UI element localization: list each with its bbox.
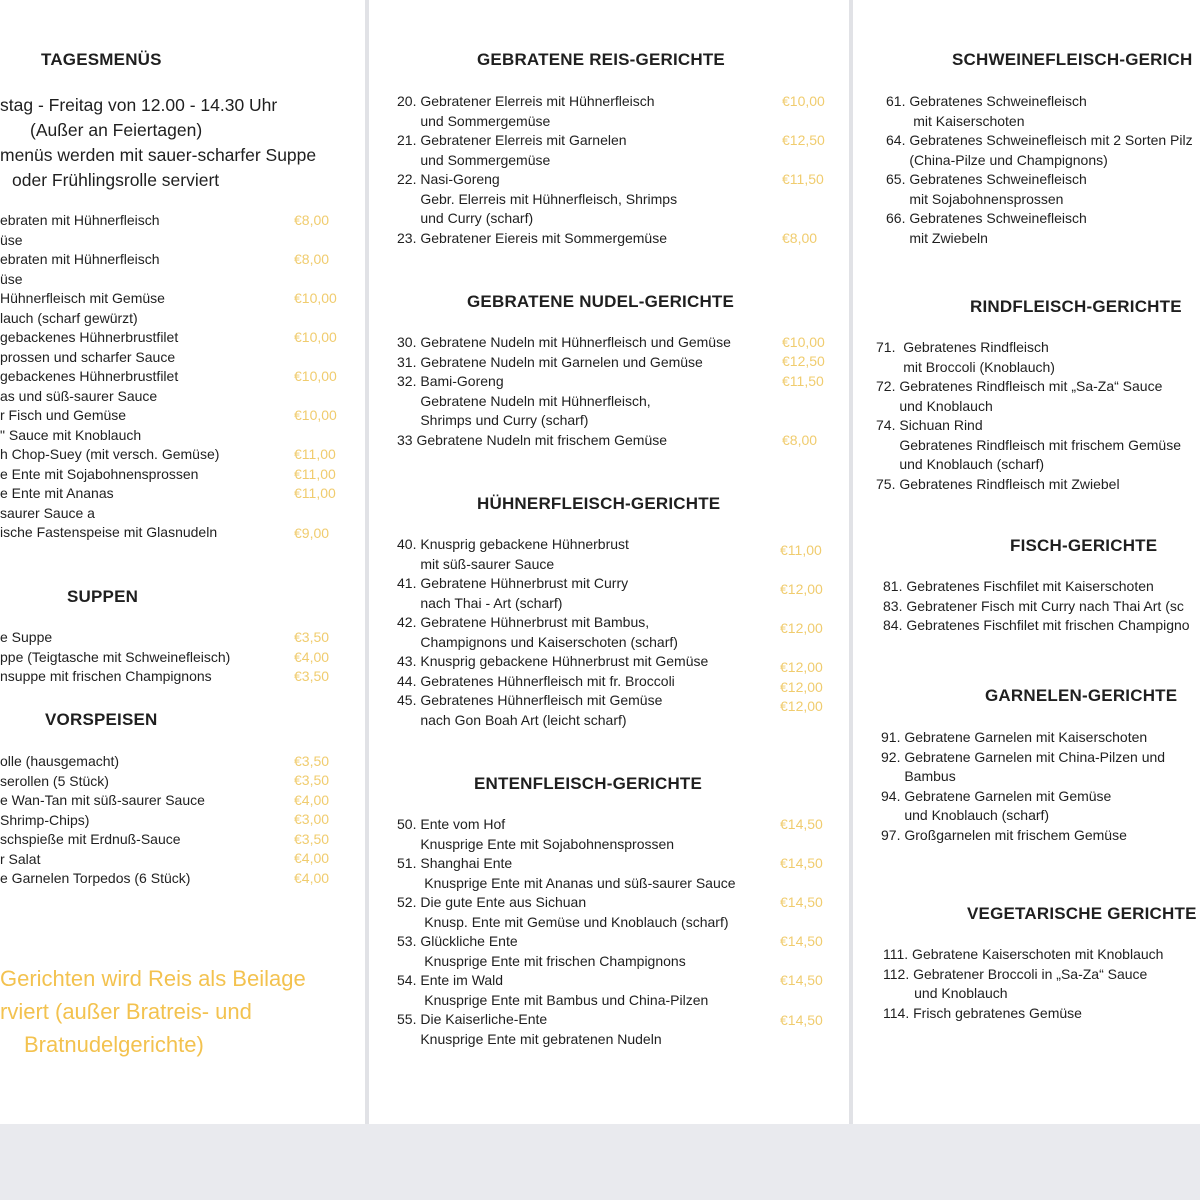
menu-item-line: 40. Knusprig gebackene Hühnerbrust (397, 536, 629, 552)
menu-panel-middle (369, 0, 849, 1124)
menu-item-line: 23. Gebratener Eiereis mit Sommergemüse (397, 229, 667, 246)
intro-text: menüs werden mit sauer-scharfer Suppe (0, 145, 317, 165)
menu-item-line: 31. Gebratene Nudeln mit Garnelen und Gemüse (397, 353, 703, 370)
price: €10,00 (782, 334, 825, 350)
beilage-note: Gerichten wird Reis als Beilage (0, 966, 306, 991)
menu-item-line: 74. Sichuan Rind (876, 417, 983, 433)
menu-item-line: Hühnerfleisch mit Gemüse (0, 290, 165, 306)
section-heading-nudel: GEBRATENE NUDEL-GERICHTE (467, 292, 735, 311)
price: €11,00 (294, 485, 336, 501)
menu-item-line: 64. Gebratenes Schweinefleisch mit 2 Sorten Pilz (886, 132, 1193, 148)
price: €12,00 (780, 581, 823, 597)
menu-item-line: Gebr. Elerreis mit Hühnerfleisch, Shrimps (397, 190, 678, 207)
menu-item-line: 52. Die gute Ente aus Sichuan (397, 894, 587, 910)
price: €11,00 (294, 446, 336, 462)
menu-item-line: 54. Ente im Wald (397, 972, 504, 988)
price: €3,50 (294, 629, 330, 645)
menu-item-line: nach Thai - Art (scharf) (397, 594, 563, 611)
menu-item-line: e Wan-Tan mit süß-saurer Sauce (0, 792, 205, 808)
menu-item-line: 92. Gebratene Garnelen mit China-Pilzen und (881, 748, 1166, 765)
price: €3,50 (294, 831, 330, 847)
menu-item-line: Knusprige Ente mit Sojabohnensprossen (397, 835, 675, 852)
menu-item-line: 112. Gebratener Broccoli in „Sa-Za“ Sauce (883, 965, 1148, 982)
menu-item-line: mit Broccoli (Knoblauch) (876, 358, 1055, 375)
menu-item-line: ppe (Teigtasche mit Schweinefleisch) (0, 648, 231, 665)
menu-item-line: Knusprige Ente mit frischen Champignons (397, 952, 686, 969)
menu-item-line: 51. Shanghai Ente (397, 855, 513, 871)
beilage-note: rviert (außer Bratreis- und (0, 999, 252, 1024)
menu-item-line: Shrimps und Curry (scharf) (397, 412, 589, 428)
menu-item-line: 41. Gebratene Hühnerbrust mit Curry (397, 575, 629, 591)
menu-item-line: ebraten mit Hühnerfleisch (0, 251, 160, 267)
section-heading-huhn: HÜHNERFLEISCH-GERICHTE (477, 494, 721, 513)
intro-text: stag - Freitag von 12.00 - 14.30 Uhr (0, 95, 278, 115)
menu-item-line: und Knoblauch (scharf) (881, 807, 1050, 823)
menu-item-line: gebackenes Hühnerbrustfilet (0, 329, 179, 345)
price: €14,50 (780, 816, 823, 832)
menu-item-line: e Garnelen Torpedos (6 Stück) (0, 870, 191, 886)
menu-item-line: 33 Gebratene Nudeln mit frischem Gemüse (397, 431, 668, 448)
price: €14,50 (780, 894, 823, 910)
menu-item-line: h Chop-Suey (mit versch. Gemüse) (0, 446, 220, 462)
menu-item-line: und Curry (scharf) (397, 210, 534, 226)
price: €3,50 (294, 753, 330, 769)
menu-item-line: Gebratene Nudeln mit Hühnerfleisch, (397, 392, 651, 409)
menu-item-line: Knusp. Ente mit Gemüse und Knoblauch (scharf) (397, 913, 729, 930)
price: €14,50 (780, 972, 823, 988)
menu-item-line: 22. Nasi-Goreng (397, 171, 500, 187)
menu-item-line: 53. Glückliche Ente (397, 933, 518, 949)
section-heading-tagesmenues: TAGESMENÜS (41, 50, 162, 69)
menu-item-line: 61. Gebratenes Schweinefleisch (886, 93, 1087, 109)
menu-item-line: 75. Gebratenes Rindfleisch mit Zwiebel (876, 475, 1120, 492)
menu-item-line: mit Sojabohnensprossen (886, 190, 1064, 207)
menu-item-line: schspieße mit Erdnuß-Sauce (0, 831, 181, 847)
menu-item-line: prossen und scharfer Sauce (0, 348, 176, 365)
beilage-note: Bratnudelgerichte) (24, 1032, 204, 1057)
menu-item-line: 65. Gebratenes Schweinefleisch (886, 171, 1087, 187)
menu-item-line: Bambus (881, 768, 956, 784)
menu-panel-right (853, 0, 1200, 1124)
price: €12,50 (782, 353, 825, 369)
menu-item-line: üse (0, 231, 23, 248)
menu-item-line: Champignons und Kaiserschoten (scharf) (397, 633, 678, 650)
price: €4,00 (294, 792, 330, 808)
menu-item-line: e Ente mit Ananas (0, 485, 114, 501)
menu-item-line: Knusprige Ente mit Bambus und China-Pilzen (397, 991, 709, 1008)
price: €12,00 (780, 659, 823, 675)
price: €11,50 (782, 373, 824, 389)
price: €10,00 (294, 407, 337, 423)
section-heading-reis: GEBRATENE REIS-GERICHTE (477, 50, 725, 69)
price: €12,50 (782, 132, 825, 148)
menu-item-line: nsuppe mit frischen Champignons (0, 668, 212, 684)
menu-item-line: 83. Gebratener Fisch mit Curry nach Thai Art (sc (883, 597, 1184, 614)
price: €4,00 (294, 850, 330, 866)
menu-item-line: und Sommergemüse (397, 112, 551, 129)
menu-item-line: ebraten mit Hühnerfleisch (0, 212, 160, 228)
menu-item-line: e Suppe (0, 629, 53, 645)
intro-text: oder Frühlingsrolle serviert (12, 170, 220, 190)
menu-item-line: 42. Gebratene Hühnerbrust mit Bambus, (397, 614, 650, 630)
menu-item-line: serollen (5 Stück) (0, 772, 109, 789)
price: €9,00 (294, 525, 330, 541)
price: €8,00 (782, 432, 818, 448)
menu-item-line: 97. Großgarnelen mit frischem Gemüse (881, 826, 1127, 843)
menu-item-line: und Knoblauch (876, 397, 993, 414)
price: €12,00 (780, 620, 823, 636)
price: €10,00 (782, 93, 825, 109)
price: €3,00 (294, 811, 330, 827)
price: €14,50 (780, 933, 823, 949)
menu-item-line: 94. Gebratene Garnelen mit Gemüse (881, 787, 1112, 804)
menu-item-line: 111. Gebratene Kaiserschoten mit Knoblauch (883, 946, 1164, 962)
price: €11,50 (782, 171, 824, 187)
price: €8,00 (294, 212, 330, 228)
menu-item-line: mit Zwiebeln (886, 229, 988, 246)
menu-item-line: 71. Gebratenes Rindfleisch (876, 339, 1049, 355)
price: €10,00 (294, 290, 337, 306)
menu-item-line: 91. Gebratene Garnelen mit Kaiserschoten (881, 729, 1148, 745)
menu-item-line: " Sauce mit Knoblauch (0, 426, 142, 443)
price: €14,50 (780, 855, 823, 871)
menu-item-line: mit süß-saurer Sauce (397, 555, 555, 572)
menu-item-line: 20. Gebratener Elerreis mit Hühnerfleisch (397, 93, 655, 109)
menu-item-line: und Sommergemüse (397, 151, 551, 168)
menu-item-line: Gebratenes Rindfleisch mit frischem Gemüse (876, 436, 1181, 453)
menu-item-line: 21. Gebratener Elerreis mit Garnelen (397, 132, 627, 148)
section-heading-suppen: SUPPEN (67, 587, 139, 606)
section-heading-schwein: SCHWEINEFLEISCH-GERICH (952, 50, 1193, 69)
price: €8,00 (782, 230, 818, 246)
menu-item-line: 32. Bami-Goreng (397, 373, 504, 389)
menu-item-line: 43. Knusprig gebackene Hühnerbrust mit Gemüse (397, 653, 709, 669)
menu-item-line: r Fisch und Gemüse (0, 407, 127, 423)
menu-panel-left (0, 0, 365, 1124)
menu-item-line: und Knoblauch (883, 985, 1008, 1001)
price: €11,00 (294, 466, 336, 482)
menu-item-line: Shrimp-Chips) (0, 811, 90, 828)
price: €3,50 (294, 668, 330, 684)
menu-item-line: 81. Gebratenes Fischfilet mit Kaiserschoten (883, 578, 1154, 594)
menu-item-line: Knusprige Ente mit gebratenen Nudeln (397, 1030, 662, 1047)
menu-item-line: und Knoblauch (scharf) (876, 456, 1045, 472)
menu-item-line: Knusprige Ente mit Ananas und süß-saurer Sauce (397, 874, 736, 891)
menu-item-line: 30. Gebratene Nudeln mit Hühnerfleisch und Gemüse (397, 334, 731, 350)
price: €12,00 (780, 679, 823, 695)
menu-item-line: 45. Gebratenes Hühnerfleisch mit Gemüse (397, 692, 663, 708)
menu-item-line: as und süß-saurer Sauce (0, 387, 158, 404)
section-heading-vorspeisen: VORSPEISEN (45, 710, 158, 729)
menu-item-line: olle (hausgemacht) (0, 753, 120, 769)
menu-item-line: 84. Gebratenes Fischfilet mit frischen Champigno (883, 617, 1190, 633)
menu-item-line: 72. Gebratenes Rindfleisch mit „Sa-Za“ Sauce (876, 378, 1163, 394)
price: €3,50 (294, 772, 330, 788)
menu-item-line: e Ente mit Sojabohnensprossen (0, 465, 199, 482)
menu-item-line: gebackenes Hühnerbrustfilet (0, 368, 179, 384)
price: €4,00 (294, 870, 330, 886)
section-heading-fisch: FISCH-GERICHTE (1010, 536, 1158, 555)
menu-item-line: mit Kaiserschoten (886, 112, 1025, 129)
section-heading-garnelen: GARNELEN-GERICHTE (985, 686, 1178, 705)
menu-item-line: saurer Sauce a (0, 504, 95, 521)
section-heading-rind: RINDFLEISCH-GERICHTE (970, 297, 1182, 316)
menu-item-line: 44. Gebratenes Hühnerfleisch mit fr. Broccoli (397, 672, 675, 689)
menu-item-line: 114. Frisch gebratenes Gemüse (883, 1004, 1082, 1021)
price: €8,00 (294, 251, 330, 267)
menu-item-line: 66. Gebratenes Schweinefleisch (886, 210, 1087, 226)
menu-item-line: üse (0, 270, 23, 287)
price: €12,00 (780, 698, 823, 714)
section-heading-vegetarisch: VEGETARISCHE GERICHTE (967, 904, 1197, 923)
price: €11,00 (780, 542, 822, 558)
intro-text: (Außer an Feiertagen) (30, 120, 203, 140)
menu-item-line: nach Gon Boah Art (leicht scharf) (397, 711, 627, 728)
menu-item-line: 50. Ente vom Hof (397, 816, 506, 832)
price: €14,50 (780, 1012, 823, 1028)
price: €4,00 (294, 649, 330, 665)
section-heading-ente: ENTENFLEISCH-GERICHTE (474, 774, 703, 793)
price: €10,00 (294, 329, 337, 345)
menu-item-line: ische Fastenspeise mit Glasnudeln (0, 524, 218, 540)
menu-item-line: (China-Pilze und Champignons) (886, 151, 1108, 168)
menu-item-line: lauch (scharf gewürzt) (0, 309, 138, 326)
price: €10,00 (294, 368, 337, 384)
menu-item-line: r Salat (0, 850, 41, 867)
menu-item-line: 55. Die Kaiserliche-Ente (397, 1011, 548, 1027)
